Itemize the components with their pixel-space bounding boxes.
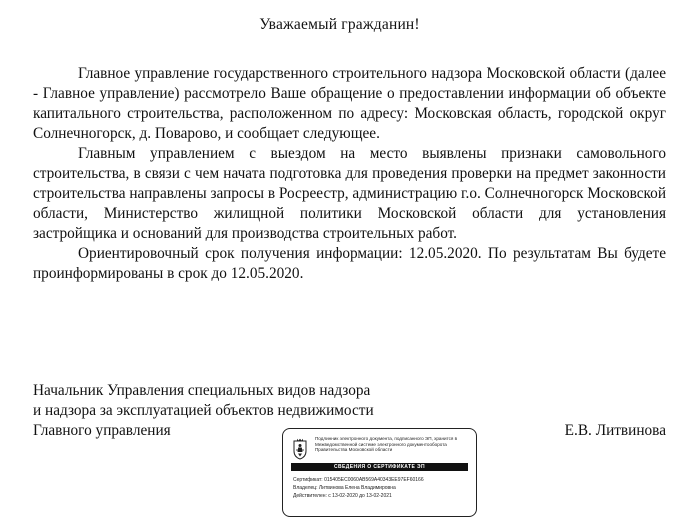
letter-body — [33, 64, 666, 284]
certificate-details — [293, 476, 471, 500]
paragraph-deadline: Ориентировочный срок получения информации: 12.05.2020. По результатам Вы будете проинформированы в срок до 12.05.2020. — [33, 245, 666, 282]
paragraph-response: Главное управление государственного строительного надзора Московской области (далее - Главное управление) рассмотрело Ваше обращение о предоставлении информации об объекте капитального строительства, расположенном по адресу: Московская область, городской округ Солнечногорск, д. Поварово, и сообщает следующее. — [33, 65, 666, 142]
certificate-validity: Действителен: с 13-02-2020 до 13-02-2021 — [293, 493, 392, 499]
paragraph-findings: Главным управлением с выездом на место выявлены признаки самовольного строительства, в связи с чем начата подготовка для проведения проверки на предмет законности строительства направлены запросы в Росреестр, администрацию г.о. Солнечногорск Московской области, Министерство жилищной политики Московской области для установления застройщика и оснований для производства строительных работ. — [33, 145, 667, 242]
electronic-signature-stamp — [282, 428, 477, 517]
stamp-title: СВЕДЕНИЯ О СЕРТИФИКАТЕ ЭП — [291, 463, 468, 471]
signer-position-line: Начальник Управления специальных видов надзора — [33, 382, 371, 399]
signer-position-line: Главного управления — [33, 422, 171, 439]
stamp-header-text: Подлинник электронного документа, подписанного ЭП, хранится в Межведомственной системе электронного документооборота Правительства Московской области — [315, 436, 458, 453]
moscow-region-coat-of-arms-icon — [292, 438, 308, 460]
greeting: Уважаемый гражданин! — [259, 16, 420, 33]
certificate-owner: Владелец: Литвинова Елена Владимировна — [293, 485, 396, 491]
signer-name: Е.В. Литвинова — [564, 422, 666, 439]
certificate-number: Сертификат: 015405EC0060AB569A40343EE97EF60166 — [293, 477, 424, 483]
signer-position-line: и надзора за эксплуатацией объектов недвижимости — [33, 402, 374, 419]
